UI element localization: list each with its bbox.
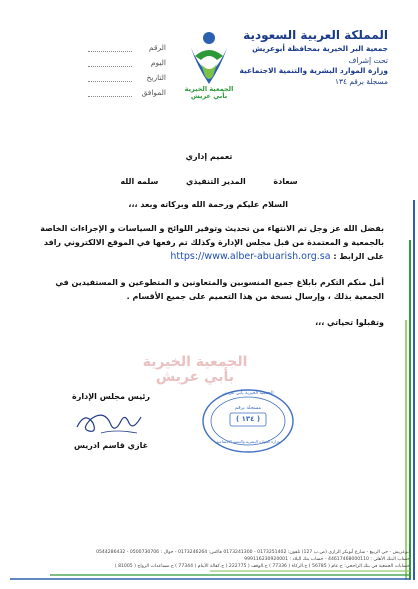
reference-field-row bbox=[86, 85, 166, 100]
paragraph-1-text: بفضل الله عز وجل تم الانتهاء من تحديث وتوفير اللوائح و السياسات و الإجراءات الخاصة بالجمعية و المعتمدة من قبل مجلس الإدارة وكذلك تم رفعها في الموقع الالكتروني رافد على الرابط : bbox=[40, 224, 384, 261]
field-label-corresponding: الموافق bbox=[141, 88, 166, 97]
field-line bbox=[88, 59, 132, 67]
website-link[interactable]: https://www.alber-abuarish.org.sa bbox=[170, 251, 331, 262]
contact-footer bbox=[8, 549, 410, 570]
logo-caption bbox=[177, 86, 241, 100]
field-line bbox=[88, 74, 132, 82]
recipient-line bbox=[0, 177, 418, 186]
reference-field-row bbox=[86, 55, 166, 70]
letter-title: تعميم إداري bbox=[185, 152, 233, 161]
stamp-reg-number: ( ١٣٤ ) bbox=[235, 415, 261, 423]
watermark-line1: الجمعية الخيرية bbox=[142, 354, 248, 370]
watermark-line2: بأبي عريش bbox=[155, 369, 235, 385]
greeting: السلام عليكم ورحمة الله وبركاته وبعد ،،، bbox=[128, 200, 288, 209]
field-line bbox=[88, 44, 132, 52]
registration-number: مسجلة برقم ١٣٤ bbox=[335, 77, 388, 86]
decorative-border-right bbox=[400, 200, 416, 580]
footer-address: أبوعريش - حي الربيع - شارع أبوبكر الرازي (ص.ب 127) تلفون: 0173251402 - 0173241300 فاكس: 0173246264 - جوال : 0500730706 - 0544286432 bbox=[96, 550, 410, 555]
stamp-bottom-text: وزارة الموارد البشرية والتنمية الاجتماعية bbox=[216, 439, 280, 444]
watermark bbox=[140, 355, 250, 385]
recipient-suffix: سلمه الله bbox=[120, 177, 159, 186]
logo-caption-line2: بأبي عريش bbox=[190, 92, 228, 100]
country-name: المملكة العربية السعودية bbox=[243, 28, 388, 42]
handwritten-signature-icon bbox=[71, 403, 151, 441]
organization-header bbox=[228, 28, 388, 86]
field-label-day: اليوم bbox=[150, 58, 166, 67]
field-label-date: التاريخ bbox=[146, 73, 166, 82]
recipient-title: المدير التنفيذي bbox=[186, 177, 246, 186]
signatory-name: غازي قاسم ادريس bbox=[73, 441, 149, 450]
footer-rajhi-accounts: حسابات الجمعية في بنك الراجحي: ح.عام ( 56785 ) ح.الزكاة ( 77336 ) ح.الوقف ( 222775 ) ح.كفالة الأيتام ( 77344 ) ح.مساعدات الزواج ( 81005 ) bbox=[114, 564, 410, 569]
footer-bank-accounts: حساب البنك الأهلي : 44617468000110 - حساب بنك البلاد : 999116230920001 bbox=[244, 557, 410, 562]
reference-field-row bbox=[86, 40, 166, 55]
signature-block bbox=[66, 392, 156, 450]
reference-field-row bbox=[86, 70, 166, 85]
field-line bbox=[88, 89, 132, 97]
stamp-outer-text: الجمعية الخيرية بأبي عريش bbox=[222, 391, 274, 396]
paragraph-request: أمل منكم التكرم بابلاغ جميع المنسوبين والمتعاونين و المتطوعين و المستفيدين في الجمعية بذلك ، وإرسال نسخة من هذا التعميم على جميع الأقسام . bbox=[55, 278, 384, 301]
closing-line: وتقبلوا تحياتي ،،، bbox=[315, 318, 384, 327]
stamp-reg-label: مسجلة برقم bbox=[234, 405, 262, 411]
association-name: جمعية البر الخيرية بمحافظة أبوعريش bbox=[252, 44, 388, 53]
logo-caption-line1: الجمعية الخيرية bbox=[184, 85, 234, 93]
recipient-prefix: سعادة bbox=[273, 177, 298, 186]
field-label-number: الرقم bbox=[148, 43, 166, 52]
ministry-name: وزارة الموارد البشرية والتنمية الاجتماعية bbox=[239, 66, 388, 75]
paragraph-announcement bbox=[34, 222, 384, 264]
reference-fields bbox=[86, 40, 166, 100]
supervision-label: تحت إشراف bbox=[348, 56, 388, 65]
signatory-title: رئيس مجلس الإدارة bbox=[72, 392, 150, 401]
